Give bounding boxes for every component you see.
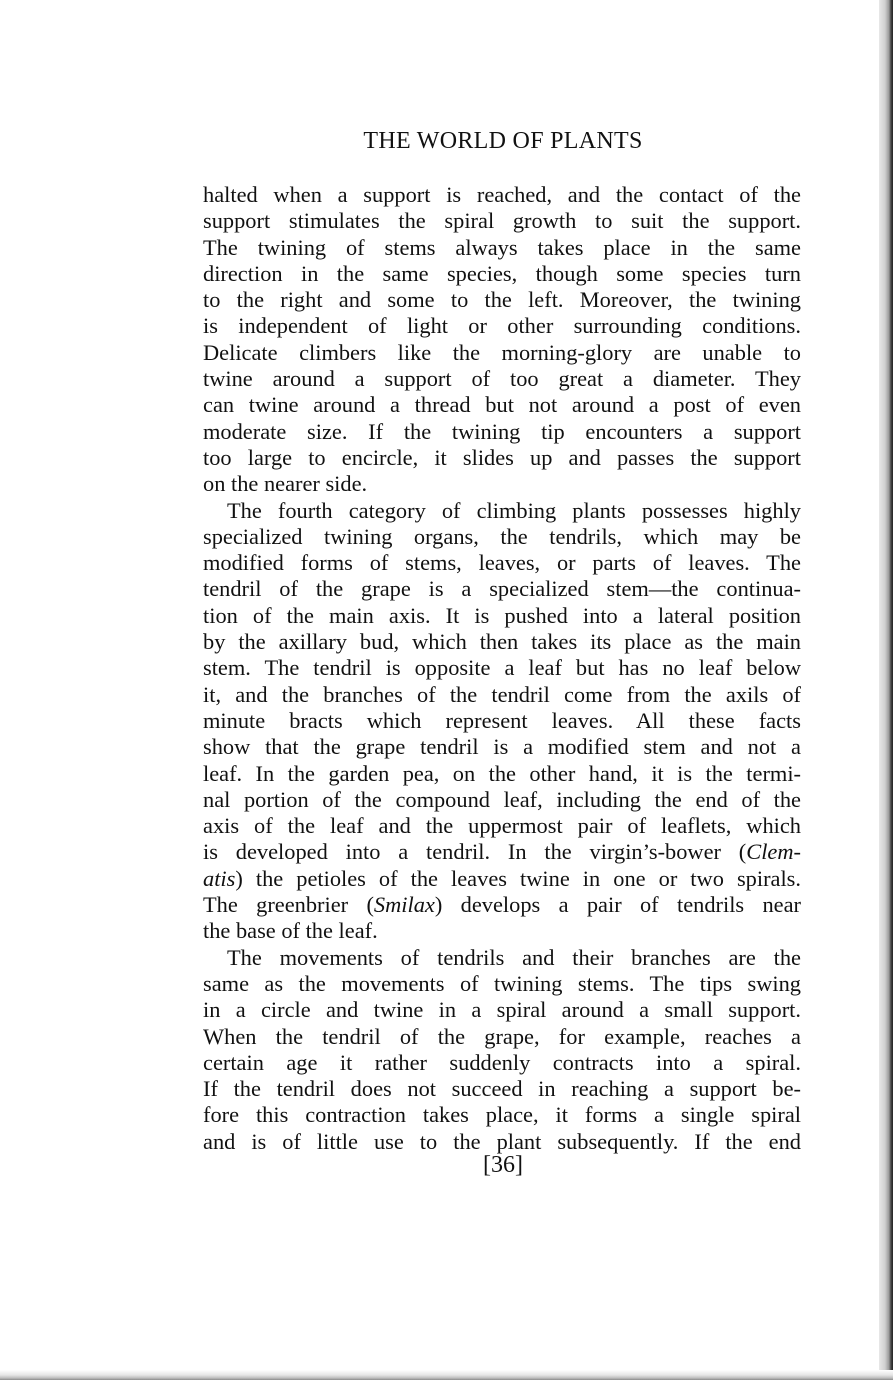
page-bottom-edge: [0, 1370, 893, 1380]
text-line: the base of the leaf.: [203, 918, 378, 944]
text-line: by the axillary bud, which then takes its place as the main: [203, 629, 801, 655]
text-line: atis) the petioles of the leaves twine in one or two spirals.: [203, 865, 801, 891]
text-line: If the tendril does not succeed in reaching a support be-: [203, 1076, 801, 1102]
text-line: too large to encircle, it slides up and passes the support: [203, 444, 801, 470]
text-line: axis of the leaf and the uppermost pair of leaflets, which: [203, 813, 801, 839]
text-line: halted when a support is reached, and the contact of the: [203, 182, 801, 207]
text-line: show that the grape tendril is a modified stem and not a: [203, 734, 801, 760]
text-line: specialized twining organs, the tendrils, which may be: [203, 523, 801, 549]
text-line: is independent of light or other surrounding conditions.: [203, 313, 801, 339]
text-line: direction in the same species, though some species turn: [203, 260, 801, 286]
text-line: leaf. In the garden pea, on the other hand, it is the termi-: [203, 760, 801, 786]
running-head: THE WORLD OF PLANTS: [363, 128, 643, 154]
text-line: can twine around a thread but not around a post of even: [203, 392, 801, 418]
text-line: in a circle and twine in a spiral around a small support.: [203, 997, 801, 1023]
text-line: it, and the branches of the tendril come from the axils of: [203, 681, 801, 707]
text-line: The greenbrier (Smilax) develops a pair of tendrils near: [203, 892, 801, 918]
text-line: same as the movements of twining stems. The tips swing: [203, 970, 801, 996]
text-line: fore this contraction takes place, it forms a single spiral: [203, 1102, 801, 1128]
text-line: to the right and some to the left. Moreover, the twining: [203, 287, 801, 313]
body-text: [203, 182, 801, 1155]
text-line: The fourth category of climbing plants possesses highly: [227, 497, 801, 523]
italic-term: Clem-: [746, 839, 801, 865]
text-line: on the nearer side.: [203, 471, 368, 497]
text-line: The movements of tendrils and their branches are the: [227, 944, 801, 970]
text-line: stem. The tendril is opposite a leaf but has no leaf below: [203, 655, 801, 681]
text-line: modified forms of stems, leaves, or parts of leaves. The: [203, 550, 801, 576]
text-line: nal portion of the compound leaf, including the end of the: [203, 786, 801, 812]
text-line: is developed into a tendril. In the virgin’s-bower (Clem-: [203, 839, 801, 865]
text-line: twine around a support of too great a diameter. They: [203, 366, 801, 392]
italic-term: Smilax: [373, 892, 435, 918]
text-line: certain age it rather suddenly contracts into a spiral.: [203, 1049, 801, 1075]
italic-term: atis: [203, 865, 236, 891]
text-line: support stimulates the spiral growth to suit the support.: [203, 208, 801, 234]
text-line: When the tendril of the grape, for example, reaches a: [203, 1023, 801, 1049]
text-line: moderate size. If the twining tip encounters a support: [203, 418, 801, 444]
text-line: minute bracts which represent leaves. All these facts: [203, 707, 801, 733]
text-line: The twining of stems always takes place in the same: [203, 234, 801, 260]
text-line: tion of the main axis. It is pushed into a lateral position: [203, 602, 801, 628]
text-line: Delicate climbers like the morning-glory are unable to: [203, 339, 801, 365]
text-line: and is of little use to the plant subsequently. If the end: [203, 1128, 801, 1154]
text-line: tendril of the grape is a specialized stem—the continua-: [203, 576, 801, 602]
page-number: [36]: [483, 1152, 523, 1178]
